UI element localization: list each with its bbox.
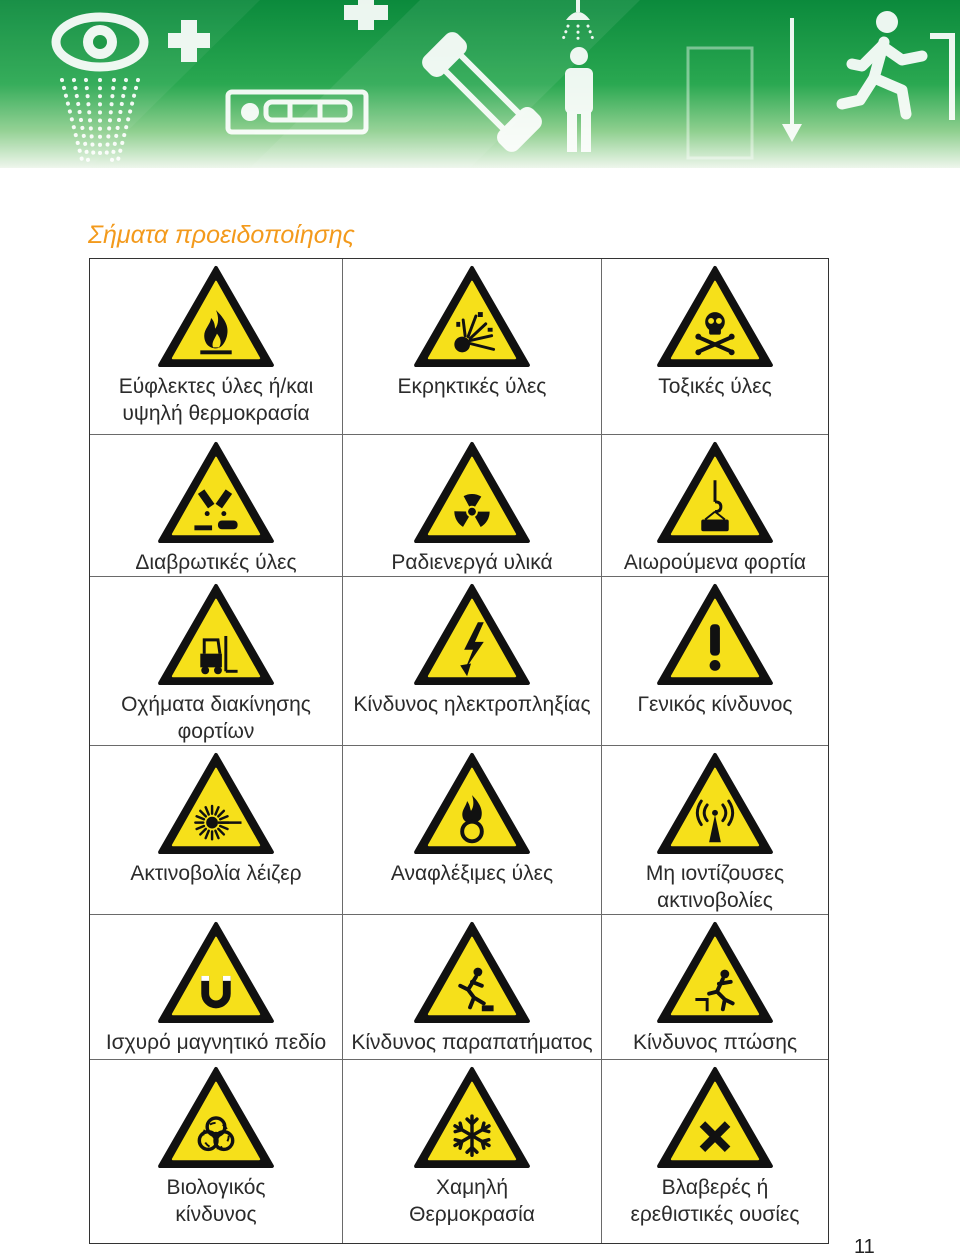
sign-cell bbox=[90, 435, 342, 576]
sign-label bbox=[658, 373, 772, 400]
sign-label bbox=[166, 1174, 265, 1228]
sign-label-line: Αναφλέξιμες ύλες bbox=[390, 862, 554, 885]
sign-label bbox=[409, 1174, 535, 1228]
sign-cell bbox=[90, 1060, 342, 1243]
corrosive-icon bbox=[157, 441, 275, 545]
sign-label bbox=[106, 1029, 326, 1056]
sign-cell bbox=[602, 915, 828, 1059]
toxic-icon bbox=[656, 265, 774, 369]
sign-cell bbox=[343, 1060, 601, 1243]
sign-cell bbox=[602, 577, 828, 745]
sign-label bbox=[630, 1174, 799, 1228]
sign-label-line: φορτίων bbox=[177, 720, 255, 743]
sign-cell bbox=[343, 746, 601, 914]
sign-cell bbox=[90, 259, 342, 434]
sign-cell bbox=[602, 259, 828, 434]
falling-icon bbox=[656, 921, 774, 1025]
sign-label bbox=[119, 373, 314, 427]
sign-label bbox=[624, 549, 806, 576]
harmful-irritant-icon bbox=[656, 1066, 774, 1170]
sign-label-line: Βιολογικός bbox=[166, 1176, 266, 1199]
sign-label-line: Θερμοκρασία bbox=[409, 1203, 535, 1226]
explosive-icon bbox=[413, 265, 531, 369]
tripping-icon bbox=[413, 921, 531, 1025]
sign-label-line: Ραδιενεργά υλικά bbox=[391, 551, 553, 574]
sign-cell bbox=[602, 435, 828, 576]
sign-label bbox=[391, 860, 553, 887]
sign-cell bbox=[602, 746, 828, 914]
sign-label bbox=[353, 691, 590, 718]
sign-label-line: Διαβρωτικές ύλες bbox=[135, 551, 297, 574]
sign-label-line: υψηλή θερμοκρασία bbox=[122, 402, 310, 425]
general-danger-icon bbox=[656, 583, 774, 687]
sign-cell bbox=[90, 577, 342, 745]
sign-label-line: Ακτινοβολία λέιζερ bbox=[130, 862, 302, 885]
warning-signs-table bbox=[89, 258, 829, 1244]
flammable-icon bbox=[157, 265, 275, 369]
sign-label-line: Γενικός κίνδυνος bbox=[637, 693, 793, 716]
biohazard-icon bbox=[157, 1066, 275, 1170]
sign-label bbox=[391, 549, 552, 576]
sign-label-line: Τοξικές ύλες bbox=[658, 375, 772, 398]
sign-cell bbox=[90, 746, 342, 914]
non-ionizing-radiation-icon bbox=[656, 752, 774, 856]
sign-cell bbox=[343, 577, 601, 745]
low-temperature-icon bbox=[413, 1066, 531, 1170]
sign-cell bbox=[90, 915, 342, 1059]
sign-label-line: Αιωρούμενα φορτία bbox=[623, 551, 807, 574]
page-number: 11 bbox=[854, 1236, 875, 1258]
sign-label-line: Μη ιοντίζουσες bbox=[645, 862, 785, 885]
sign-label-line: Οχήματα διακίνησης bbox=[121, 693, 311, 716]
electric-shock-icon bbox=[413, 583, 531, 687]
sign-label-line: ερεθιστικές ουσίες bbox=[630, 1203, 800, 1226]
laser-icon bbox=[157, 752, 275, 856]
forklift-icon bbox=[157, 583, 275, 687]
sign-label-line: Ισχυρό μαγνητικό πεδίο bbox=[105, 1031, 327, 1054]
magnetic-field-icon bbox=[157, 921, 275, 1025]
sign-label-line: κίνδυνος bbox=[175, 1203, 257, 1226]
sign-label bbox=[398, 373, 547, 400]
sign-cell bbox=[602, 1060, 828, 1243]
page-title: Σήματα προειδοποίησης bbox=[88, 221, 355, 249]
sign-label bbox=[130, 860, 301, 887]
sign-label bbox=[646, 860, 784, 914]
radioactive-icon bbox=[413, 441, 531, 545]
sign-label-line: Βλαβερές ή bbox=[661, 1176, 769, 1199]
sign-label-line: Χαμηλή bbox=[435, 1176, 509, 1199]
header-banner bbox=[0, 0, 960, 168]
sign-label bbox=[637, 691, 792, 718]
sign-cell bbox=[343, 435, 601, 576]
sign-label bbox=[135, 549, 296, 576]
sign-cell bbox=[343, 915, 601, 1059]
sign-label-line: Κίνδυνος παραπατήματος bbox=[351, 1031, 593, 1054]
sign-label-line: Κίνδυνος πτώσης bbox=[632, 1031, 798, 1054]
sign-label-line: Εκρηκτικές ύλες bbox=[397, 375, 547, 398]
sign-label-line: Κίνδυνος ηλεκτροπληξίας bbox=[353, 693, 591, 716]
sign-label-line: Εύφλεκτες ύλες ή/και bbox=[118, 375, 314, 398]
sign-cell bbox=[343, 259, 601, 434]
sign-label bbox=[633, 1029, 797, 1056]
sign-label bbox=[351, 1029, 592, 1056]
oxidizing-icon bbox=[413, 752, 531, 856]
sign-label bbox=[121, 691, 311, 745]
sign-label-line: ακτινοβολίες bbox=[657, 889, 773, 912]
suspended-load-icon bbox=[656, 441, 774, 545]
